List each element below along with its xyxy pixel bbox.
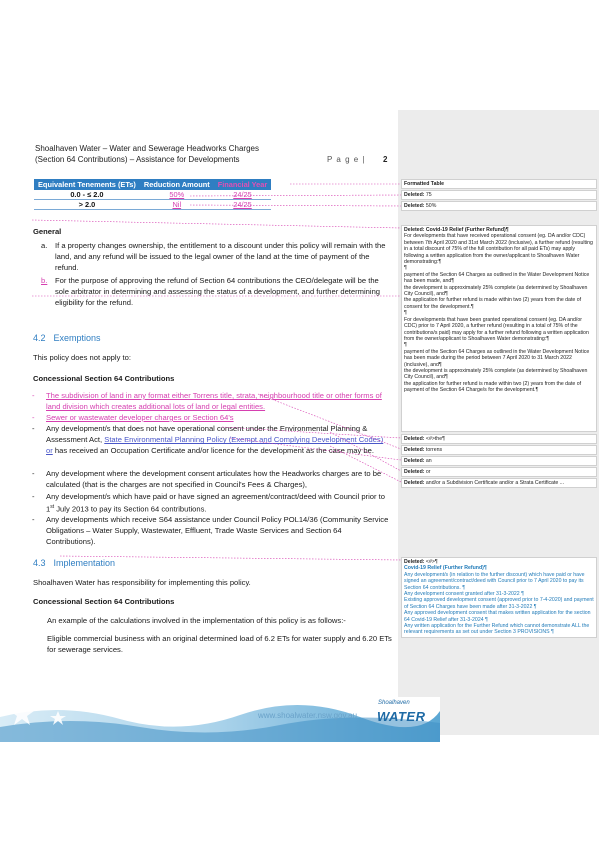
balloon-text: the development is approximately 25% complete (as determined by Shoalhaven City Council), and¶ [404,284,588,298]
balloon-text: ¶ [404,310,407,317]
list-marker: - [32,413,35,422]
list-item-text: If a property changes ownership, the entitlement to a discount under this policy will remain with the land, and any refund will be issued to the legal owner of the land at the time of payment of the refund. [55,241,386,273]
connector-line [32,220,401,228]
page-number: 2 [383,155,388,164]
balloon-label: Deleted: [404,469,425,475]
list-item-text: Sewer or wastewater developer charges or Section 64's [46,413,234,422]
list-marker: - [32,391,35,400]
balloon-text: Existing approved development consent (approved prior to 7-4-2020) and payment of Section 64 Charges have been made after 31-3-2022 ¶ [404,597,594,610]
list-marker: a. [41,241,48,250]
table-header-amount: Reduction Amount [140,179,214,190]
connector-line [60,556,401,560]
general-heading: General [33,227,62,236]
table-header-year: Financial Year [214,179,272,190]
implementation-example: An example of the calculations involved in the implementation of this policy is as follows:- [47,616,346,625]
balloon-text: ¶ [404,342,407,349]
section-title: Implementation [53,558,116,568]
list-marker: - [32,424,35,433]
list-item-text-cont: July 2013 to pay its Section 64 contributions. [54,504,207,514]
inserted-year: 24/25 [233,200,252,209]
implementation-subheading: Concessional Section 64 Contributions [33,597,175,606]
balloon-text: Any written application for the Further Refund which cannot demonstrate ALL the relevant requirements as set out under Section 3 PROVISIONS ¶ [404,623,590,636]
balloon-text: For developments that have received operational consent (eg. DA and/or CDC) between 7th April 2020 and 31st March 2022 (inclusive), a further refund (resulting in a total discount of 75% of the full contribution for all paid ETs) may apply following a written application from the owner/applicant to Shoalhaven Water demonstrating:¶ [404,233,593,266]
balloon-text: Any development consent granted after 31-3-2022 ¶ [404,591,524,598]
list-marker: b. [41,276,48,285]
inserted-year: 24/25 [233,190,252,199]
balloon-text: payment of the Section 64 Charges as outlined in the Water Development Notice has been made, and¶ [404,271,590,285]
list-marker: - [32,492,35,501]
section-number: 4.2 [33,333,46,343]
list-item-text: For the purpose of approving the refund of Section 64 contributions the CEO/delegate will be the sole arbitrator in determining and assessing the status of a development, and further determining eligibility for the refund. [55,276,381,308]
balloon-text: the application for further refund is made within two (2) years from the date of payment of the Section 64 Charge/s for the development.¶ [404,380,582,394]
list-item-text: Any development where the development consent articulates how the Headworks charges are to be calculated (that is the charges are not specified in Council's Fees & Charges), [46,469,382,490]
balloon-text: Any approved development consent that makes written application for the section 64 Covid-19 Relief after 31-3-2024 ¶ [404,610,591,623]
exemptions-subheading: Concessional Section 64 Contributions [33,374,175,383]
section-title: Exemptions [53,333,101,343]
list-item-text-cont: has received an Occupation Certificate and/or licence for the development as the case may be. [52,446,374,456]
table-cell-ets: > 2.0 [34,200,140,210]
balloon-label: Deleted: Covid-19 Relief (Further Refund)¶ [404,227,509,233]
balloon-label: Formatted Table [404,181,444,187]
balloon-value: <#>the¶ [425,436,445,442]
balloon-text: Any development/s (in relation to the further discount) which have paid or have signed an agreement/contract/deed with Council prior to 7 April 2020 to pay its Section 64 contributions. ¶ [404,571,585,591]
balloon-value: or [425,469,431,475]
header-title-line2: (Section 64 Contributions) – Assistance for Developments [35,155,240,164]
inserted-sepp-text: State Environmental Planning Policy (Exempt and Complying Development Codes) or [46,435,384,456]
connector-line [222,427,401,438]
inserted-amount: 50% [169,190,185,199]
balloon-value: torrens [425,447,443,453]
list-item-text: Any development/s which have paid or have signed an agreement/contract/deed with Council prior to 1 [46,492,385,514]
balloon-text: ¶ [404,265,407,272]
shoalhaven-logo-script: Shoalhaven [378,700,410,706]
list-item-text: Any development/s that does not have operational consent under the Environmental Planning & Assessment Act, [46,424,368,445]
balloon-label: Deleted: [404,436,425,442]
list-item-text: The subdivision of land in any format either Torrens title, strata, neighbourhood title or other forms of land division which creates additional lots of land or legal entities. [46,391,382,412]
list-item-text: Any developments which receive S64 assistance under Council Policy POL14/36 (Community Service Obligations – Water Supply, Wastewater, Effluent, Trade Waste Services and Section 64 Contributions). [46,515,389,547]
balloon-label: Deleted: [404,203,425,209]
shoalhaven-water-logo: WATER [377,709,426,724]
balloon-text: For developments that have been granted operational consent (eg. DA and/or CDC) prior to 7 April 2020, a further refund (resulting in a total of 75% of the contributions/s paid) may apply for a further refund following a written application from the owner/applicant to Shoalhaven Water demonstrating:¶ [404,316,589,342]
table-cell-ets: 0.0 - ≤ 2.0 [34,190,140,200]
balloon-label: Deleted: [404,559,425,565]
page-separator: | [362,155,366,164]
footer-website-link[interactable]: www.shoalwater.nsw.gov.au [258,711,358,720]
balloon-value: 75 [425,192,432,198]
implementation-eligible: Eligible commercial business with an original determined load of 6.2 ETs for water supply and 6.20 ETs for sewerage services. [47,634,392,654]
connector-line [190,195,401,196]
inserted-amount: Nil [172,200,182,209]
implementation-intro: Shoalhaven Water has responsibility for implementing this policy. [33,578,251,587]
superscript-st: st [50,504,55,511]
balloon-text: the development is approximately 25% complete (as determined by Shoalhaven City Council), and¶ [404,367,588,381]
balloon-text: the application for further refund is made within two (2) years from the date of consent for the development.¶ [404,297,582,310]
balloon-value: <#>¶ [425,559,438,565]
balloon-label: Deleted: [404,480,425,486]
footer-wave-banner [0,697,440,742]
header-title-line1: Shoalhaven Water – Water and Sewerage Headworks Charges [35,144,259,153]
connector-line [330,432,401,471]
page-label-text: P a g e [327,155,360,164]
list-marker: - [32,469,35,478]
balloon-label: Deleted: [404,458,425,464]
connector-line [258,394,401,449]
balloon-label: Deleted: [404,192,425,198]
list-marker: - [32,515,35,524]
balloon-text: payment of the Section 64 Charges as outlined in the Water Development Notice has been made during the period between 7 April 2020 to 31 March 2022 (inclusive), and¶ [404,348,590,368]
exemptions-intro: This policy does not apply to: [33,353,131,362]
section-number: 4.3 [33,558,46,568]
balloon-label: Deleted: [404,447,425,453]
balloon-text: Covid-19 Relief (Further Refund)¶ [404,565,487,572]
balloon-value: an [425,458,432,464]
balloon-value: and/or a Subdivision Certificate and/or a Strata Certificate ... [425,480,565,486]
table-header-ets: Equivalent Tenements (ETs) [34,179,140,190]
balloon-value: 50% [425,203,437,209]
connector-line [190,205,401,206]
